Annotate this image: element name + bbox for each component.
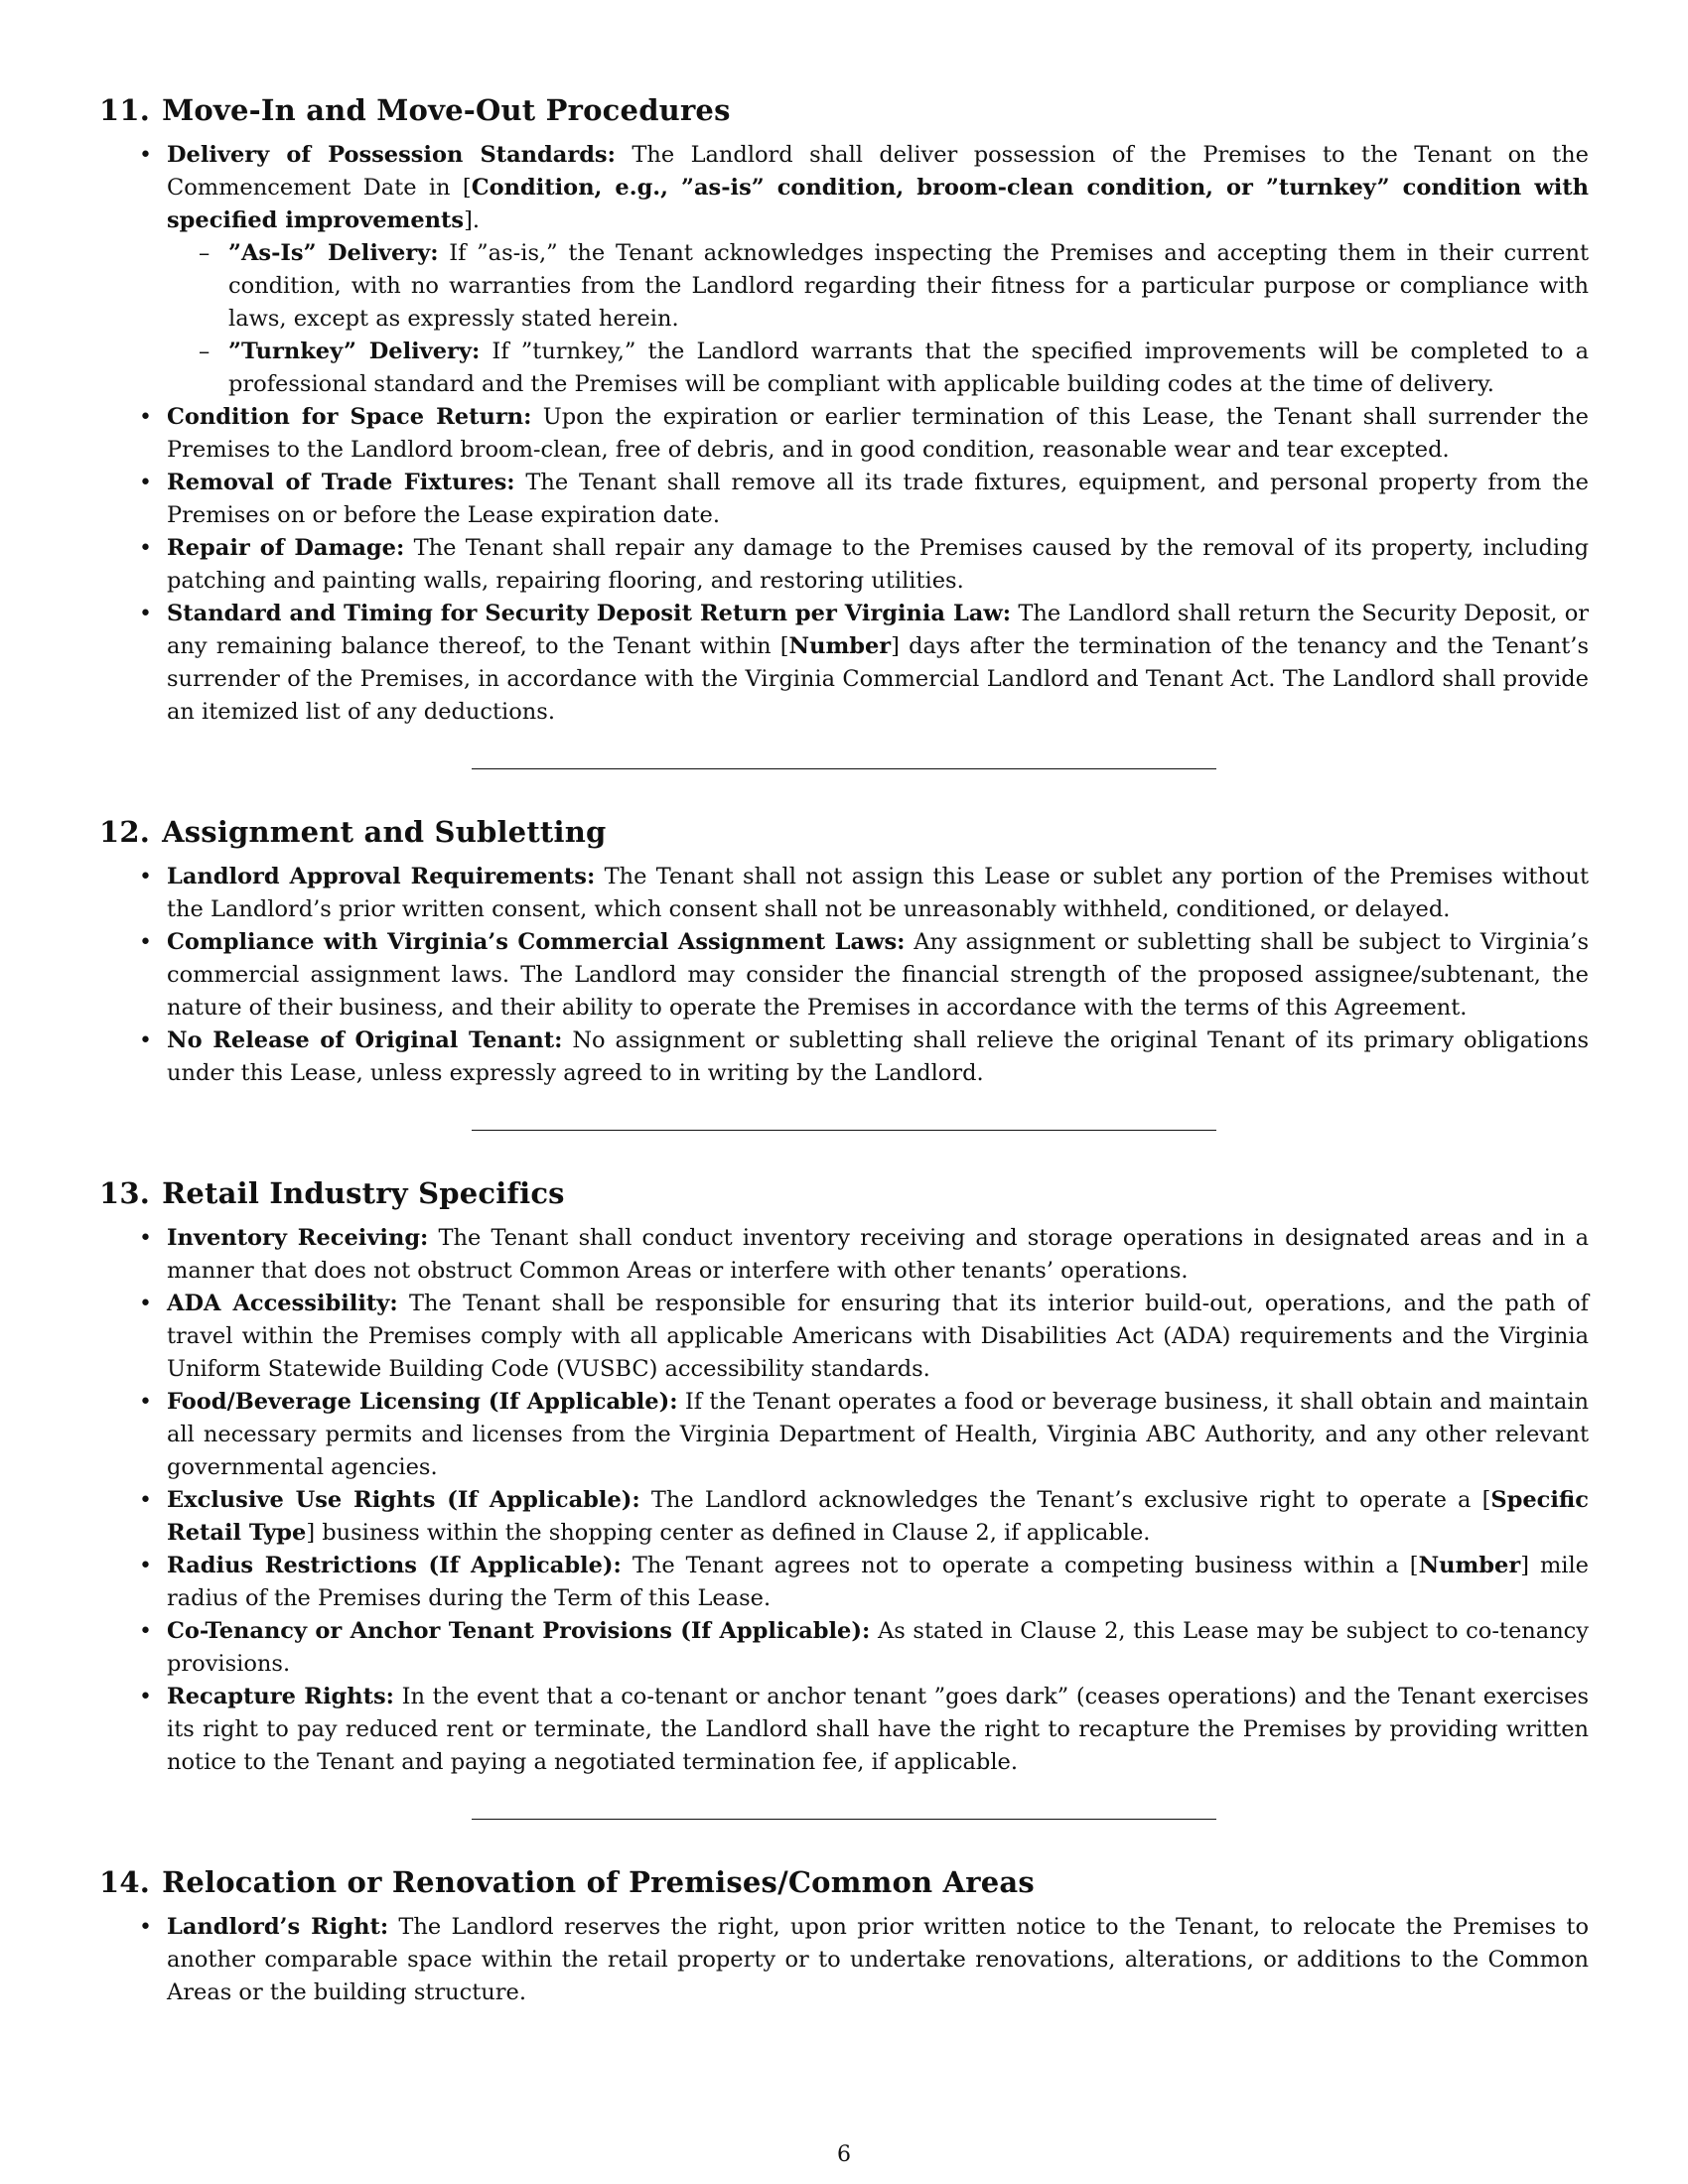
item-term: No Release of Original Tenant: [167, 1027, 563, 1053]
item-placeholder: Condition, e.g., ”as-is” condition, broom-clean condition, or ”turnkey” condition with specified improvements [167, 175, 1589, 233]
section-13 [99, 1174, 1589, 1779]
list-item [167, 598, 1589, 729]
section-number: 13. [99, 1176, 151, 1210]
item-text: The Landlord shall return the Security Deposit, or any remaining balance thereof, to the Tenant within [ [167, 601, 1589, 659]
section-title: Relocation or Renovation of Premises/Common Areas [162, 1865, 1035, 1899]
section-divider [472, 768, 1216, 769]
item-placeholder: Specific Retail Type [167, 1487, 1589, 1546]
item-text: The Landlord acknowledges the Tenant’s exclusive right to operate a [ [639, 1487, 1491, 1513]
item-text: The Tenant shall be responsible for ensuring that its interior build-out, operations, and the path of travel within the Premises comply with all applicable Americans with Disabilities Act (ADA) requirements and the Virginia Uniform Statewide Building Code (VUSBC) accessibility standards. [167, 1291, 1589, 1382]
list-item [167, 467, 1589, 532]
list-item [167, 1911, 1589, 2009]
item-text: No assignment or subletting shall relieve the original Tenant of its primary obligations under this Lease, unless expressly agreed to in writing by the Landlord. [167, 1027, 1589, 1086]
item-text: ]. [464, 207, 481, 233]
list-item [167, 532, 1589, 598]
section-heading [99, 1863, 1589, 1901]
list-item [167, 1024, 1589, 1090]
item-text: ] mile radius of the Premises during the Term of this Lease. [167, 1553, 1589, 1611]
item-text: The Landlord reserves the right, upon prior written notice to the Tenant, to relocate the Premises to another comparable space within the retail property or to undertake renovations, alterations, or additions to the Common Areas or the building structure. [167, 1914, 1589, 2005]
item-text: Any assignment or subletting shall be subject to Virginia’s commercial assignment laws. The Landlord may consider the financial strength of the proposed assignee/subtenant, the nature of their business, and their ability to operate the Premises in accordance with the terms of this Agreement. [167, 929, 1589, 1021]
section-number: 11. [99, 93, 151, 127]
list-item [167, 1550, 1589, 1615]
item-term: Recapture Rights: [167, 1684, 394, 1709]
list-item [167, 1288, 1589, 1386]
list-item [167, 1615, 1589, 1681]
item-term: Exclusive Use Rights (If Applicable): [167, 1487, 640, 1513]
item-term: Radius Restrictions (If Applicable): [167, 1553, 622, 1578]
item-text: If ”turnkey,” the Landlord warrants that the specified improvements will be completed to a professional standard and the Premises will be compliant with applicable building codes at the time of delivery. [228, 339, 1589, 397]
section-divider [472, 1130, 1216, 1131]
item-term: Food/Beverage Licensing (If Applicable): [167, 1389, 678, 1415]
item-text: The Tenant shall remove all its trade fixtures, equipment, and personal property from the Premises on or before the Lease expiration date. [167, 470, 1589, 528]
list-item [167, 1484, 1589, 1550]
section-divider [472, 1819, 1216, 1820]
item-placeholder: Number [788, 633, 892, 659]
item-text: ] days after the termination of the tenancy and the Tenant’s surrender of the Premises, in accordance with the Virginia Commercial Landlord and Tenant Act. The Landlord shall provide an itemized list of any deductions. [167, 633, 1589, 725]
section-14 [99, 1863, 1589, 2009]
item-term: Landlord’s Right: [167, 1914, 389, 1940]
list-item [167, 926, 1589, 1024]
bullet-list [99, 1911, 1589, 2009]
bullet-list [99, 139, 1589, 729]
section-11 [99, 91, 1589, 729]
item-text: As stated in Clause 2, this Lease may be subject to co-tenancy provisions. [167, 1618, 1589, 1677]
item-text: In the event that a co-tenant or anchor tenant ”goes dark” (ceases operations) and the Tenant exercises its right to pay reduced rent or terminate, the Landlord shall have the right to recapture the Premises by providing written notice to the Tenant and paying a negotiated termination fee, if applicable. [167, 1684, 1589, 1775]
item-text: If the Tenant operates a food or beverage business, it shall obtain and maintain all necessary permits and licenses from the Virginia Department of Health, Virginia ABC Authority, and any other relevant governmental agencies. [167, 1389, 1590, 1480]
item-term: Condition for Space Return: [167, 404, 532, 430]
section-heading [99, 813, 1589, 851]
item-text: The Tenant shall repair any damage to the Premises caused by the removal of its property, including patching and painting walls, repairing flooring, and restoring utilities. [167, 535, 1589, 594]
item-term: Co-Tenancy or Anchor Tenant Provisions (If Applicable): [167, 1618, 871, 1644]
bullet-list [99, 861, 1589, 1090]
sub-list [167, 237, 1589, 401]
list-item [167, 139, 1589, 401]
bullet-list [99, 1222, 1589, 1779]
section-title: Retail Industry Specifics [162, 1176, 565, 1210]
item-term: Compliance with Virginia’s Commercial Assignment Laws: [167, 929, 906, 955]
item-term: Inventory Receiving: [167, 1225, 429, 1251]
list-item [167, 861, 1589, 926]
item-term: Delivery of Possession Standards: [167, 142, 616, 168]
item-text: Upon the expiration or earlier termination of this Lease, the Tenant shall surrender the Premises to the Landlord broom-clean, free of debris, and in good condition, reasonable wear and tear excepted. [167, 404, 1589, 463]
item-term: Repair of Damage: [167, 535, 405, 561]
item-placeholder: Number [1418, 1553, 1521, 1578]
item-term: ”As-Is” Delivery: [228, 240, 439, 266]
item-term: Landlord Approval Requirements: [167, 864, 596, 889]
section-title: Move-In and Move-Out Procedures [162, 93, 731, 127]
document-page [99, 91, 1589, 2009]
item-text: The Tenant shall not assign this Lease or sublet any portion of the Premises without the Landlord’s prior written consent, which consent shall not be unreasonably withheld, conditioned, or delayed. [167, 864, 1589, 922]
section-number: 14. [99, 1865, 151, 1899]
list-item [167, 1386, 1589, 1484]
list-item [167, 401, 1589, 467]
section-title: Assignment and Subletting [162, 815, 607, 849]
item-text: The Tenant agrees not to operate a competing business within a [ [621, 1553, 1419, 1578]
item-term: Removal of Trade Fixtures: [167, 470, 515, 495]
section-number: 12. [99, 815, 151, 849]
item-term: Standard and Timing for Security Deposit Return per Virginia Law: [167, 601, 1012, 626]
list-item [167, 1222, 1589, 1288]
page-number: 6 [837, 2142, 851, 2167]
item-term: ADA Accessibility: [167, 1291, 398, 1316]
sub-list-item [228, 237, 1589, 336]
item-text: If ”as-is,” the Tenant acknowledges inspecting the Premises and accepting them in their current condition, with no warranties from the Landlord regarding their fitness for a particular purpose or compliance with laws, except as expressly stated herein. [228, 240, 1589, 332]
item-text: ] business within the shopping center as defined in Clause 2, if applicable. [306, 1520, 1151, 1546]
section-heading [99, 91, 1589, 129]
sub-list-item [228, 336, 1589, 401]
item-text: The Tenant shall conduct inventory receiving and storage operations in designated areas and in a manner that does not obstruct Common Areas or interfere with other tenants’ operations. [167, 1225, 1589, 1284]
list-item [167, 1681, 1589, 1779]
section-12 [99, 813, 1589, 1090]
item-text: The Landlord shall deliver possession of the Premises to the Tenant on the Commencement Date in [ [167, 142, 1589, 201]
section-heading [99, 1174, 1589, 1212]
item-term: ”Turnkey” Delivery: [228, 339, 481, 364]
